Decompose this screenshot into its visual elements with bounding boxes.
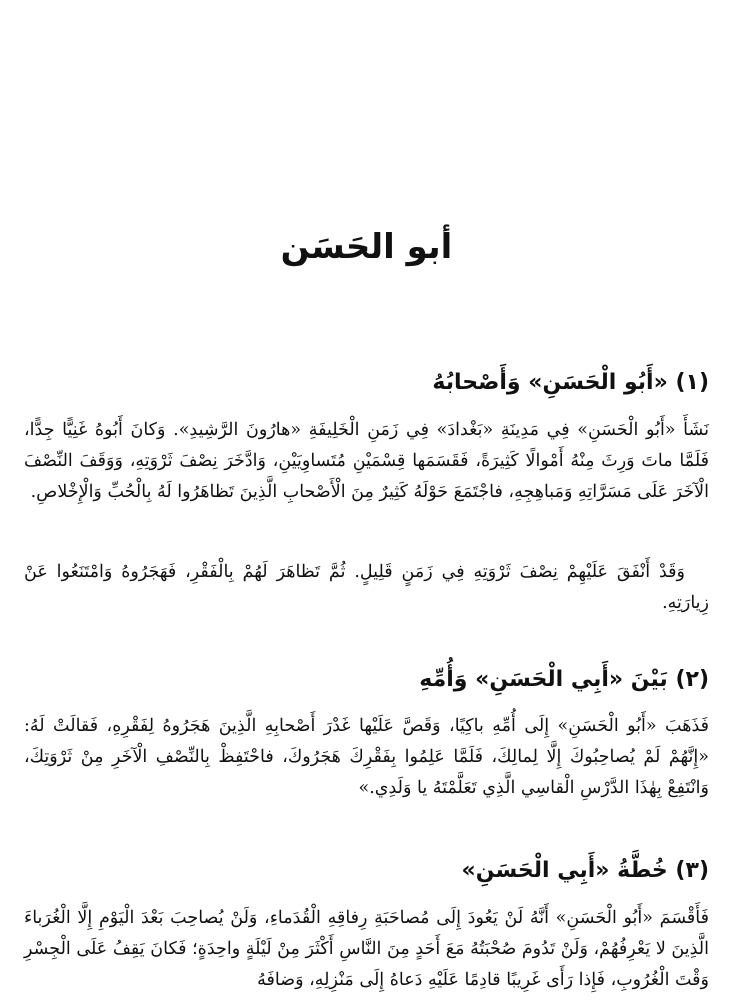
section-1-paragraph-2: وَقَدْ أَنْفَقَ عَلَيْهِمْ نِصْفَ ثَرْوَتِهِ فِي زَمَنٍ قَلِيلٍ. ثُمَّ تَظاهَرَ لَهُمْ بِالْفَقْرِ، فَهَجَرُوهُ وَامْتَنَعُوا عَنْ زِيارَتِهِ. xyxy=(24,561,709,613)
section-heading-3: (٣) خُطَّةُ «أَبِي الْحَسَنِ» xyxy=(461,858,709,884)
section-heading-2: (٢) بَيْنَ «أَبِي الْحَسَنِ» وَأُمِّهِ xyxy=(419,667,709,693)
section-1-paragraph-1: نَشَأَ «أَبُو الْحَسَنِ» فِي مَدِينَةِ «بَغْدادَ» فِي زَمَنِ الْخَلِيفَةِ «هارُونَ الرَّشِيدِ». وَكانَ أَبُوهُ غَنِيًّا جِدًّا، فَلَمَّا ماتَ وَرِثَ مِنْهُ أَمْوالًا كَثِيرَةً، فَقَسَمَها قِسْمَيْنِ مُتَساوِيَيْنِ، وَادَّخَرَ نِصْفَ ثَرْوَتِهِ، وَوَقَفَ النِّصْفَ الْآخَرَ عَلَى مَسَرَّاتِهِ وَمَباهِجِهِ، فاجْتَمَعَ حَوْلَهُ كَثِيرٌ مِنَ الْأَصْحابِ الَّذِينَ تَظاهَرُوا لَهُ بِالْحُبِّ وَالْإِخْلاصِ. xyxy=(24,419,709,502)
chapter-title: أبو الحَسَن xyxy=(280,226,453,267)
section-3-paragraph-1: فَأَقْسَمَ «أَبُو الْحَسَنِ» أَنَّهُ لَنْ يَعُودَ إِلَى مُصاحَبَةِ رِفاقِهِ الْقُدَماءِ، وَلَنْ يُصاحِبَ بَعْدَ الْيَوْمِ إِلَّا الْغُرَباءَ الَّذِينَ لا يَعْرِفُهُمْ، وَلَنْ تَدُومَ صُحْبَتُهُ مَعَ أَحَدٍ مِنَ النَّاسِ أَكْثَرَ مِنْ لَيْلَةٍ واحِدَةٍ؛ فَكانَ يَقِفُ عَلَى الْجِسْرِ وَقْتَ الْغُرُوبِ، فَإِذا رَأَى غَرِيبًا قادِمًا عَلَيْهِ دَعاهُ إِلَى مَنْزِلِهِ، وَضافَهُ xyxy=(24,907,709,990)
section-2-paragraph-1: فَذَهَبَ «أَبُو الْحَسَنِ» إِلَى أُمِّهِ باكِيًا، وَقَصَّ عَلَيْها غَدْرَ أَصْحابِهِ الَّذِينَ هَجَرُوهُ لِفَقْرِهِ، فَقالَتْ لَهُ: «إِنَّهُمْ لَمْ يُصاحِبُوكَ إِلَّا لِمالِكَ، فَلَمَّا عَلِمُوا بِفَقْرِكَ هَجَرُوكَ، فاحْتَفِظْ بِالنِّصْفِ الْآخَرِ مِنْ ثَرْوَتِكَ، وَانْتَفِعْ بِهٰذَا الدَّرْسِ الْقاسِي الَّذِي تَعَلَّمْتَهُ يا وَلَدِي.» xyxy=(24,715,709,798)
section-heading-1: (١) «أَبُو الْحَسَنِ» وَأَصْحابُهُ xyxy=(432,370,709,396)
